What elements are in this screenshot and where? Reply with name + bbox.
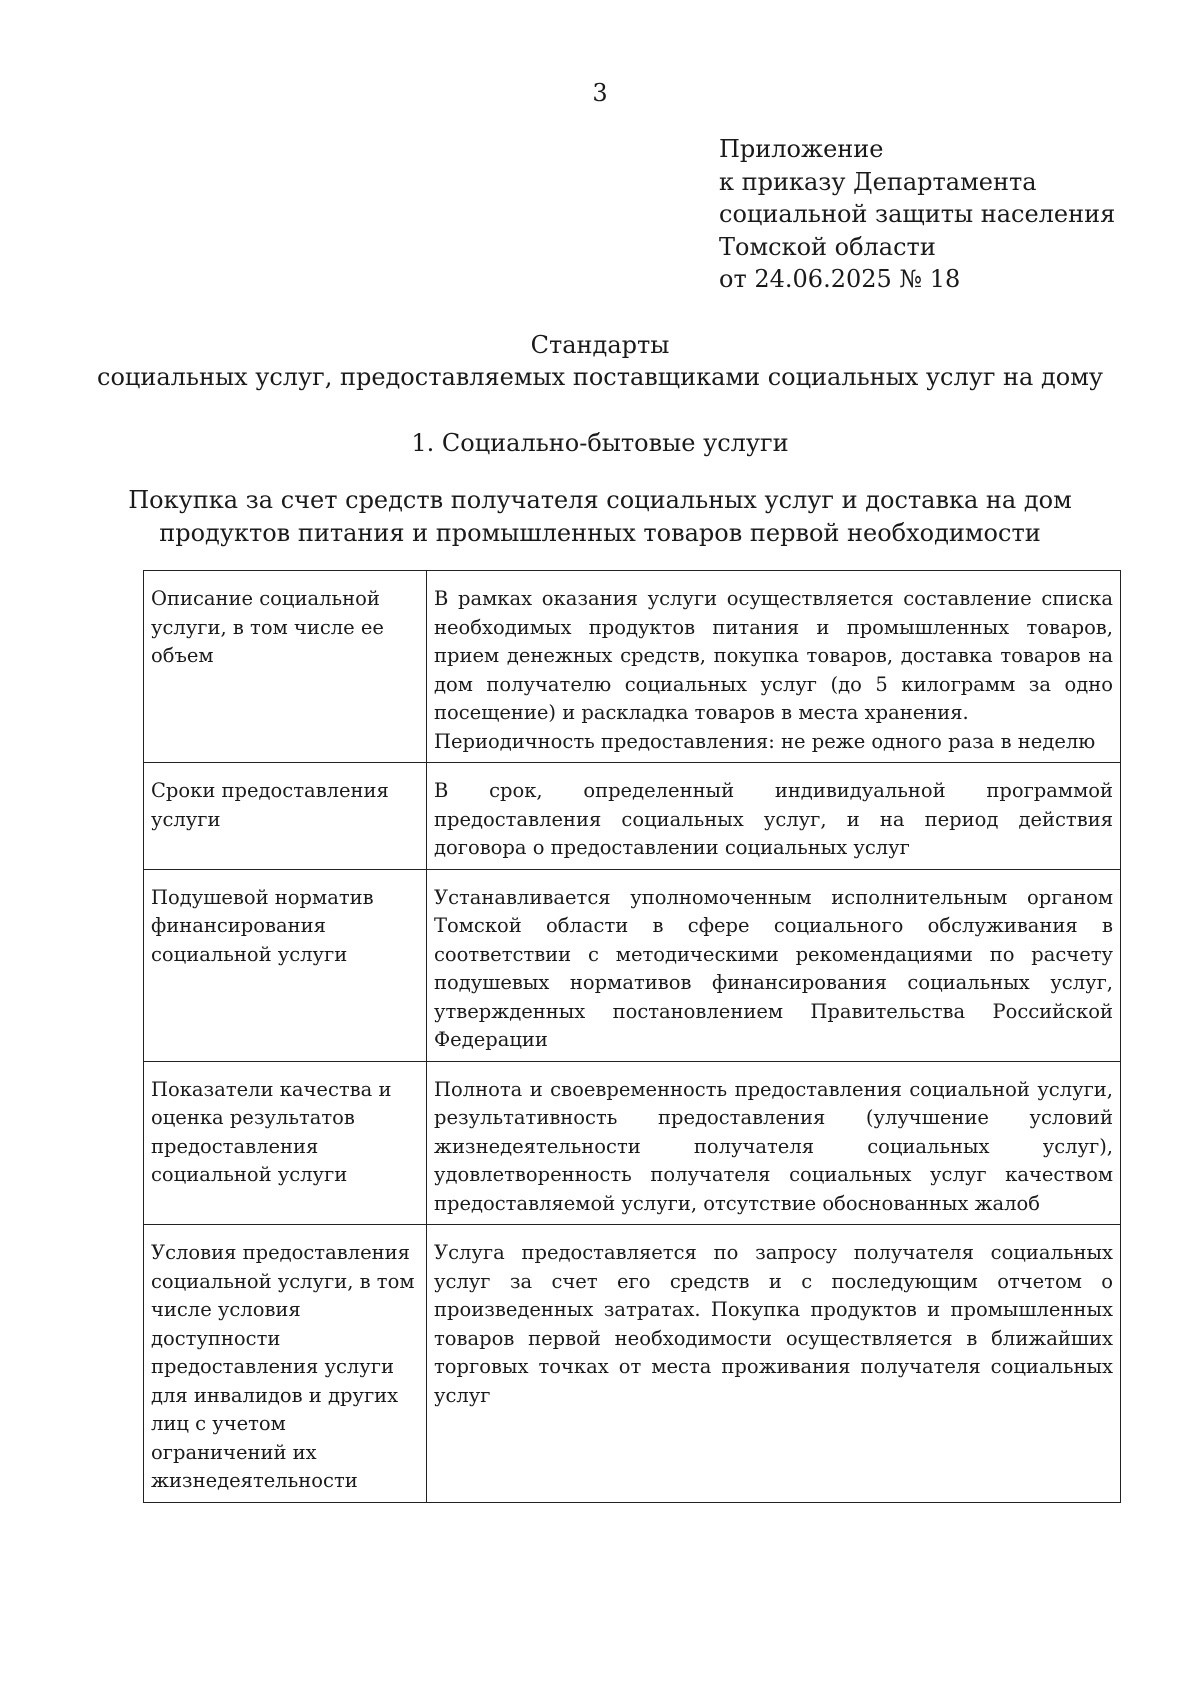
page-number: 3: [592, 79, 608, 107]
appendix-line: Томской области: [719, 232, 936, 261]
appendix-line: к приказу Департамента: [719, 167, 1037, 196]
table-row: [144, 763, 1121, 870]
row-label: Сроки предоставления услуги: [144, 763, 427, 870]
row-value: [427, 571, 1121, 763]
table-row: [144, 1225, 1121, 1503]
section-title: 1. Социально-бытовые услуги: [411, 429, 789, 457]
table-row: [144, 571, 1121, 763]
row-value: Полнота и своевременность предоставления социальной услуги, результативность предоставления (улучшение условий жизнедеятельности получателя социальных услуг), удовлетворенность получателя социальных услуг качеством предоставляемой услуги, отсутствие обоснованных жалоб: [427, 1061, 1121, 1225]
document-subtitle: социальных услуг, предоставляемых поставщиками социальных услуг на дому: [97, 363, 1103, 391]
appendix-line: социальной защиты населения: [719, 200, 1116, 228]
row-value: В срок, определенный индивидуальной программой предоставления социальных услуг, и на период действия договора о предоставлении социальных услуг: [427, 763, 1121, 870]
service-title-line: продуктов питания и промышленных товаров первой необходимости: [159, 519, 1041, 547]
row-label: Условия предоставления социальной услуги, в том числе условия доступности предоставления услуги для инвалидов и других лиц с учетом ограничений их жизнедеятельности: [144, 1225, 427, 1503]
appendix-line: Приложение: [719, 135, 884, 163]
row-label: Показатели качества и оценка результатов предоставления социальной услуги: [144, 1061, 427, 1225]
service-title-line: Покупка за счет средств получателя социальных услуг и доставка на дом: [128, 486, 1072, 514]
row-value: Услуга предоставляется по запросу получателя социальных услуг за счет его средств и с последующим отчетом о произведенных затратах. Покупка продуктов и промышленных товаров первой необходимости осуществляется в ближайших торговых точках от места проживания получателя социальных услуг: [427, 1225, 1121, 1503]
row-value: Устанавливается уполномоченным исполнительным органом Томской области в сфере социального обслуживания в соответствии с методическими рекомендациями по расчету подушевых нормативов финансирования социальных услуг, утвержденных постановлением Правительства Российской Федерации: [427, 869, 1121, 1061]
table-row: [144, 869, 1121, 1061]
appendix-block: [719, 133, 1115, 296]
row-value-text: В рамках оказания услуги осуществляется составление списка необходимых продуктов питания и промышленных товаров, прием денежных средств, покупка товаров, доставка товаров на дом получателю социальных услуг (до 5 килограмм за одно посещение) и раскладка товаров в места хранения.: [434, 587, 1113, 724]
row-label: Описание социальной услуги, в том числе ее объем: [144, 571, 427, 763]
document-title: Стандарты: [530, 331, 670, 359]
row-value-extra: Периодичность предоставления: не реже одного раза в неделю: [434, 729, 1096, 753]
service-standard-table: [143, 570, 1121, 1503]
table-row: [144, 1061, 1121, 1225]
row-label: Подушевой норматив финансирования социальной услуги: [144, 869, 427, 1061]
appendix-line: от 24.06.2025 № 18: [719, 265, 961, 293]
